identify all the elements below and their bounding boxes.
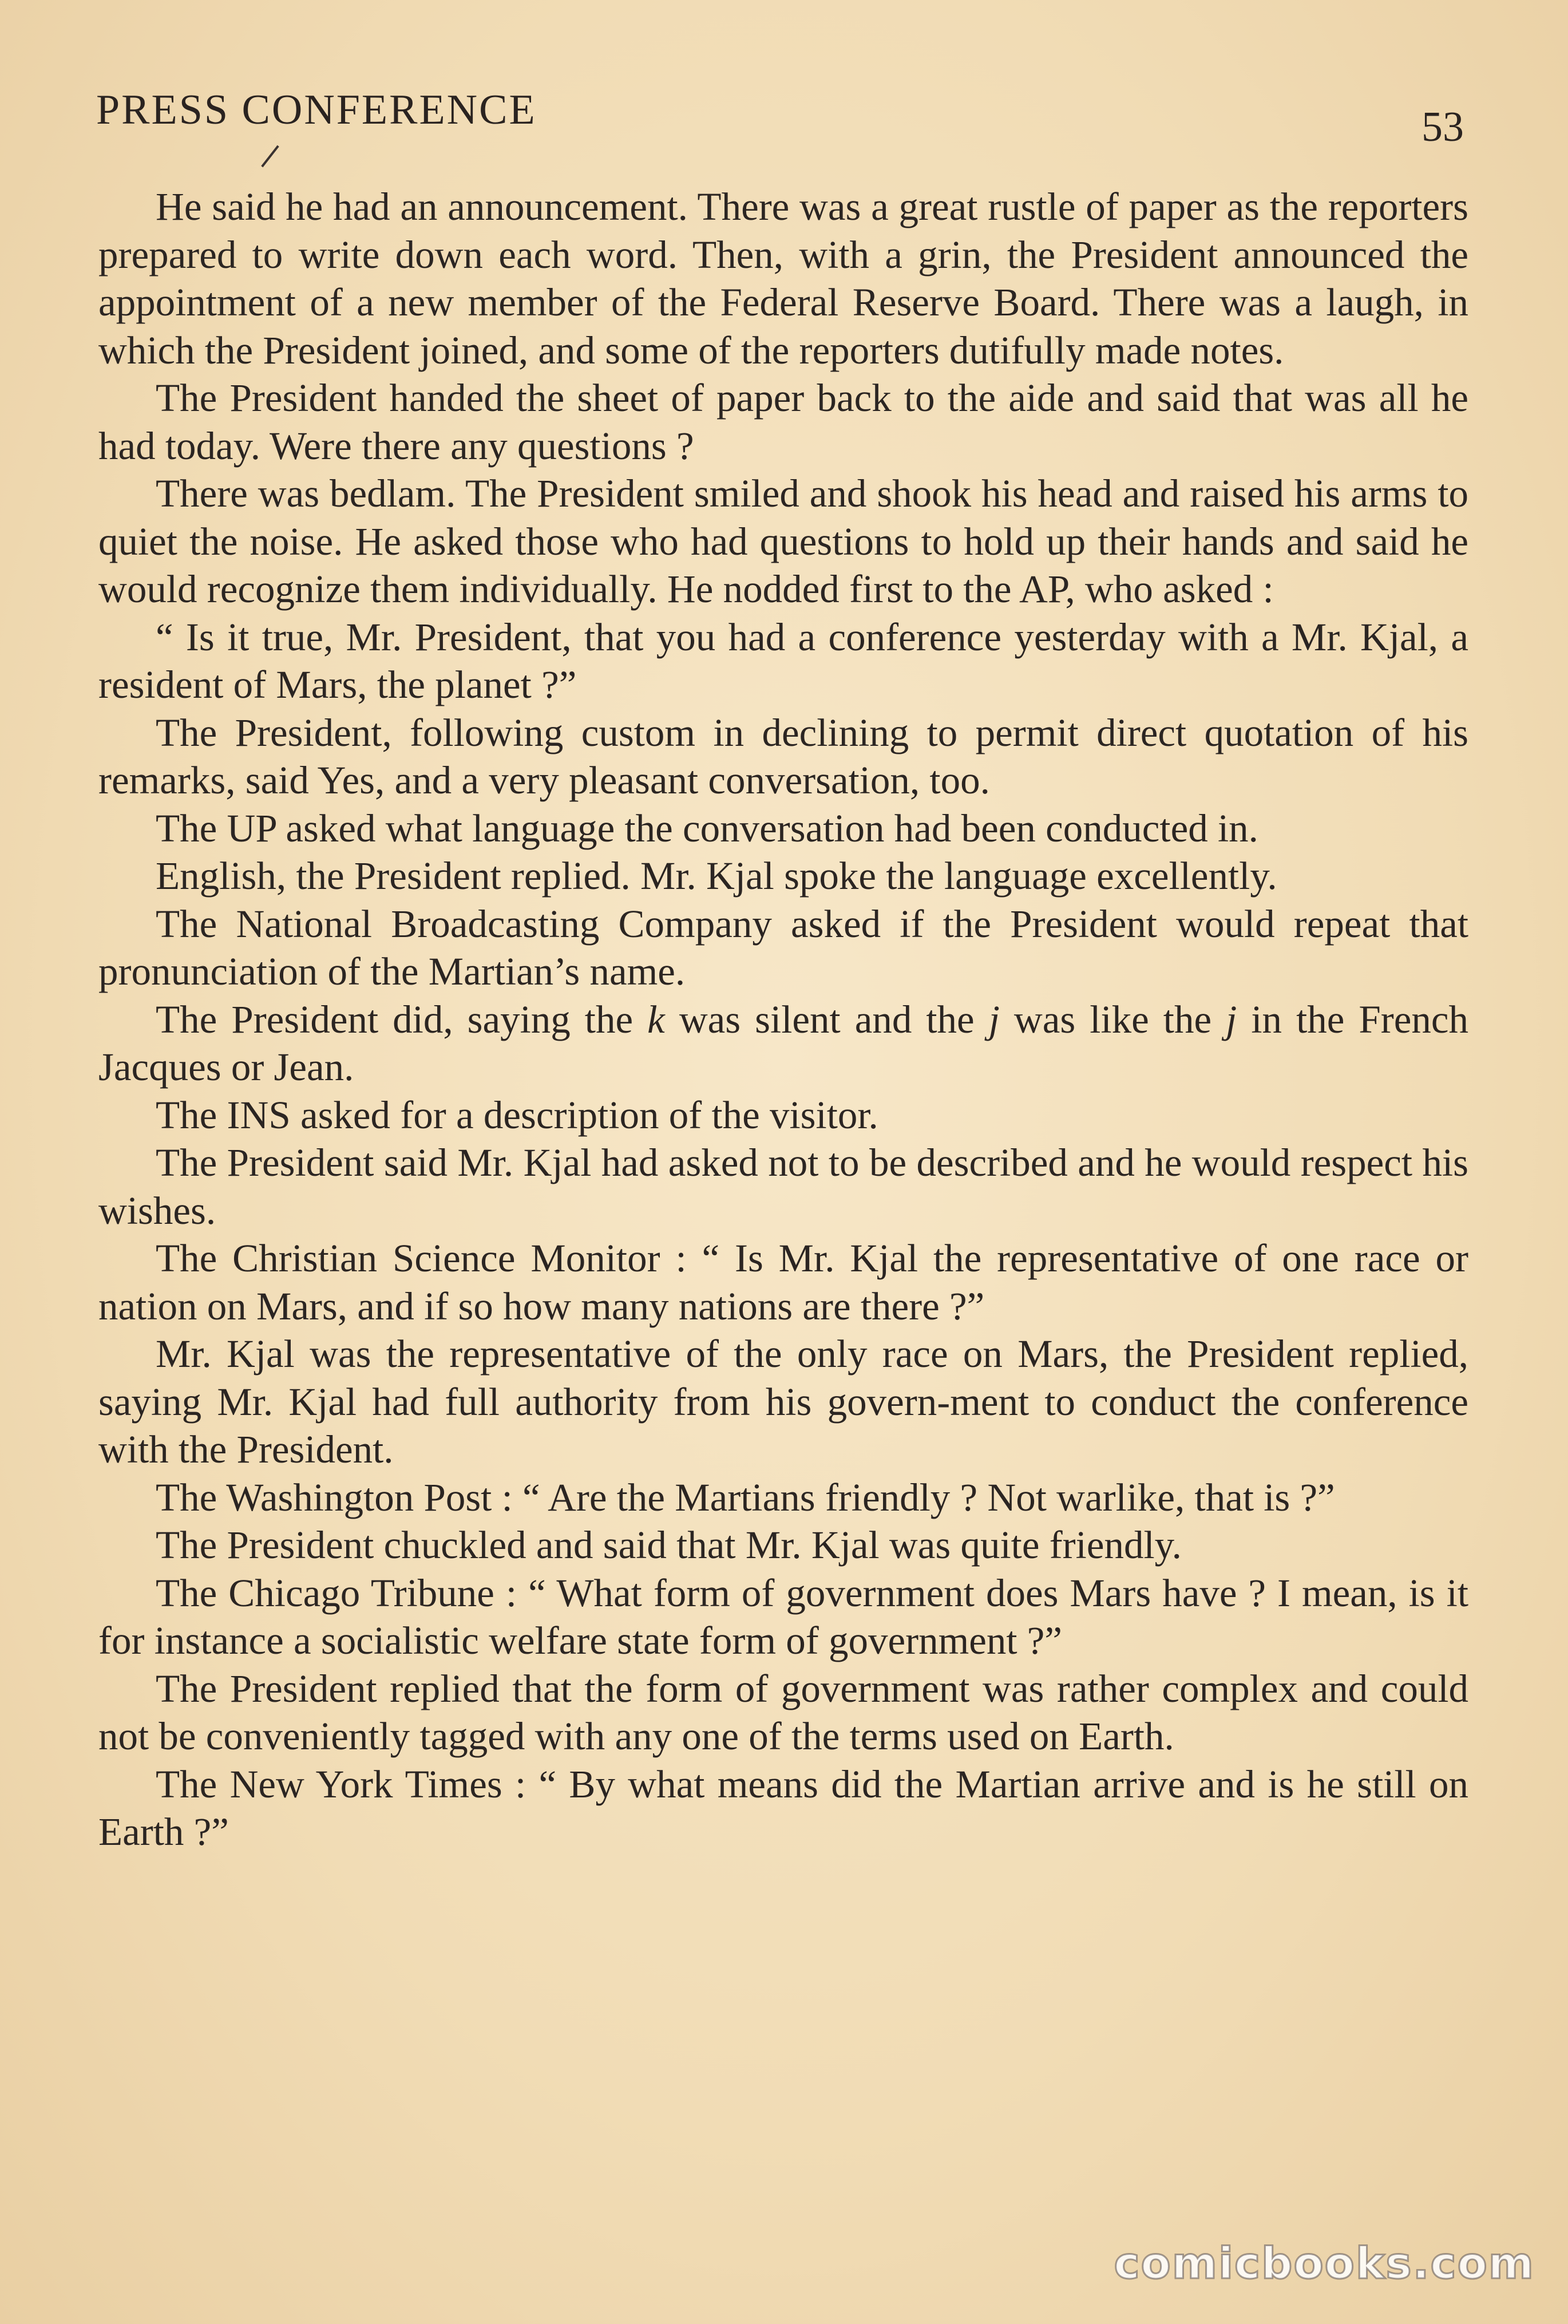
paragraph: The President handed the sheet of paper back to the aide and said that was all he had today. Were there any questions ? [98, 376, 1468, 468]
running-title: PRESS CONFERENCE [96, 86, 537, 133]
paragraph: The UP asked what language the conversation had been conducted in. [156, 806, 1258, 850]
paragraph: He said he had an announcement. There was a great rustle of paper as the reporters prepared to write down each word. Then, with a grin, the President announced the appointment of a new member of the Federal Reserve Board. There was a laugh, in which the President joined, and some of the reporters dutifully made notes. [98, 185, 1468, 372]
paragraph: The INS asked for a description of the visitor. [156, 1093, 878, 1137]
italic-letter: j [1226, 997, 1237, 1041]
paragraph-text: was silent and the [664, 997, 989, 1041]
paragraph: The Christian Science Monitor : “ Is Mr. Kjal the representative of one race or nation on Mars, and if so how many nations are there ?” [98, 1236, 1468, 1328]
paragraph: “ Is it true, Mr. President, that you had a conference yesterday with a Mr. Kjal, a resident of Mars, the planet ?” [98, 615, 1468, 706]
paragraph: The President replied that the form of government was rather complex and could not be conveniently tagged with any one of the terms used on Earth. [98, 1666, 1468, 1758]
paragraph: The National Broadcasting Company asked if the President would repeat that pronunciation of the Martian’s name. [98, 902, 1468, 993]
paragraph [98, 996, 1468, 1092]
paragraph: The New York Times : “ By what means did the Martian arrive and is he still on Earth ?” [98, 1762, 1468, 1853]
paragraph: The Washington Post : “ Are the Martians friendly ? Not warlike, that is ?” [156, 1475, 1335, 1519]
paragraph: The President chuckled and said that Mr. Kjal was quite friendly. [156, 1523, 1182, 1567]
paragraph: English, the President replied. Mr. Kjal spoke the language excellently. [156, 854, 1277, 898]
paragraph: Mr. Kjal was the representative of the only race on Mars, the President replied, saying Mr. Kjal had full authority from his govern-ment to conduct the conference with the President. [98, 1332, 1468, 1471]
page-header [96, 86, 1464, 155]
paragraph-text: was like the [999, 997, 1226, 1041]
paragraph: The President said Mr. Kjal had asked not to be described and he would respect his wishes. [98, 1141, 1468, 1232]
page-number: 53 [1422, 104, 1464, 151]
paragraph-text: in the French Jacques or Jean. [98, 997, 1469, 1089]
paragraph: The Chicago Tribune : “ What form of government does Mars have ? I mean, is it for instance a socialistic welfare state form of government ?” [98, 1571, 1468, 1662]
paragraph: There was bedlam. The President smiled and shook his head and raised his arms to quiet the noise. He asked those who had questions to hold up their hands and said he would recognize them individually. He nodded first to the AP, who asked : [98, 472, 1468, 611]
paragraph-text: The President did, saying the [156, 997, 648, 1041]
body-text [98, 183, 1468, 1856]
italic-letter: k [647, 997, 665, 1041]
italic-letter: j [988, 997, 1000, 1041]
watermark: comicbooks.com [1114, 2238, 1535, 2289]
paragraph: The President, following custom in declining to permit direct quotation of his remarks, said Yes, and a very pleasant conversation, too. [98, 710, 1468, 802]
